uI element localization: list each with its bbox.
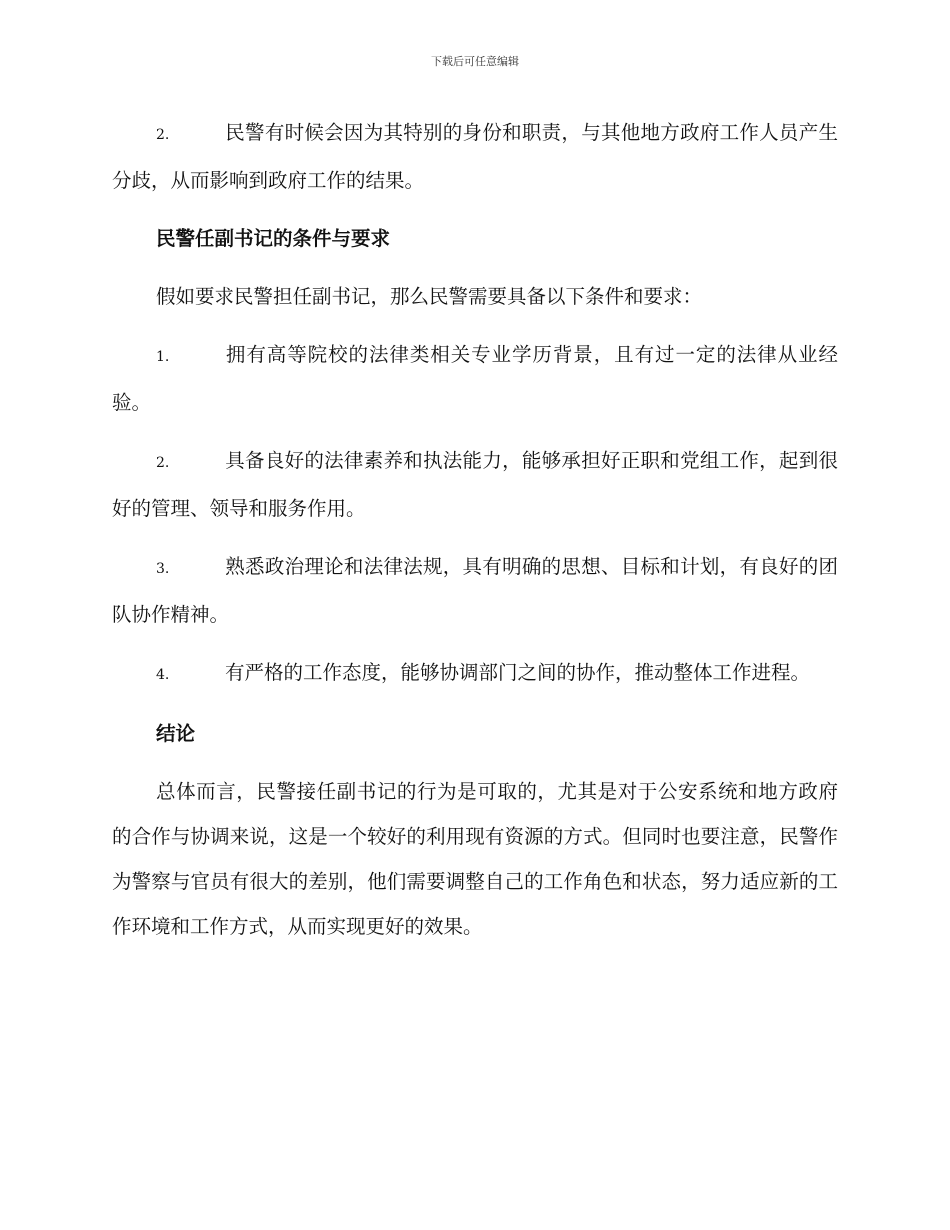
list-item: [112, 544, 838, 637]
list-item-text: 拥有高等院校的法律类相关专业学历背景，且有过一定的法律从业经验。: [112, 343, 838, 414]
list-number: 4.: [156, 667, 170, 683]
list-item: [112, 438, 838, 531]
list-item-text: 民警有时候会因为其特别的身份和职责，与其他地方政府工作人员产生分歧，从而影响到政府工作的结果。: [112, 121, 838, 192]
section-heading-requirements: 民警任副书记的条件与要求: [156, 227, 391, 250]
list-number: 1.: [156, 349, 170, 365]
list-number: 2.: [156, 127, 170, 143]
list-item: [112, 650, 838, 698]
list-number: 3.: [156, 561, 170, 577]
conclusion-paragraph: 总体而言，民警接任副书记的行为是可取的，尤其是对于公安系统和地方政府的合作与协调来说，这是一个较好的利用现有资源的方式。但同时也要注意，民警作为警察与官员有很大的差别，他们需要调整自己的工作角色和状态，努力适应新的工作环境和工作方式，从而实现更好的效果。: [112, 780, 838, 938]
intro-paragraph: 假如要求民警担任副书记，那么民警需要具备以下条件和要求：: [156, 285, 703, 308]
document-body: [112, 110, 838, 962]
list-number: 2.: [156, 455, 170, 471]
page-header: 下载后可任意编辑: [431, 55, 519, 68]
list-item-text: 熟悉政治理论和法律法规，具有明确的思想、目标和计划，有良好的团队协作精神。: [112, 555, 838, 626]
list-item: [112, 332, 838, 425]
list-item-text: 具备良好的法律素养和执法能力，能够承担好正职和党组工作，起到很好的管理、领导和服务作用。: [112, 449, 838, 520]
list-item: [112, 110, 838, 203]
section-heading-conclusion: 结论: [156, 722, 196, 745]
list-item-text: 有严格的工作态度，能够协调部门之间的协作，推动整体工作进程。: [225, 661, 811, 684]
